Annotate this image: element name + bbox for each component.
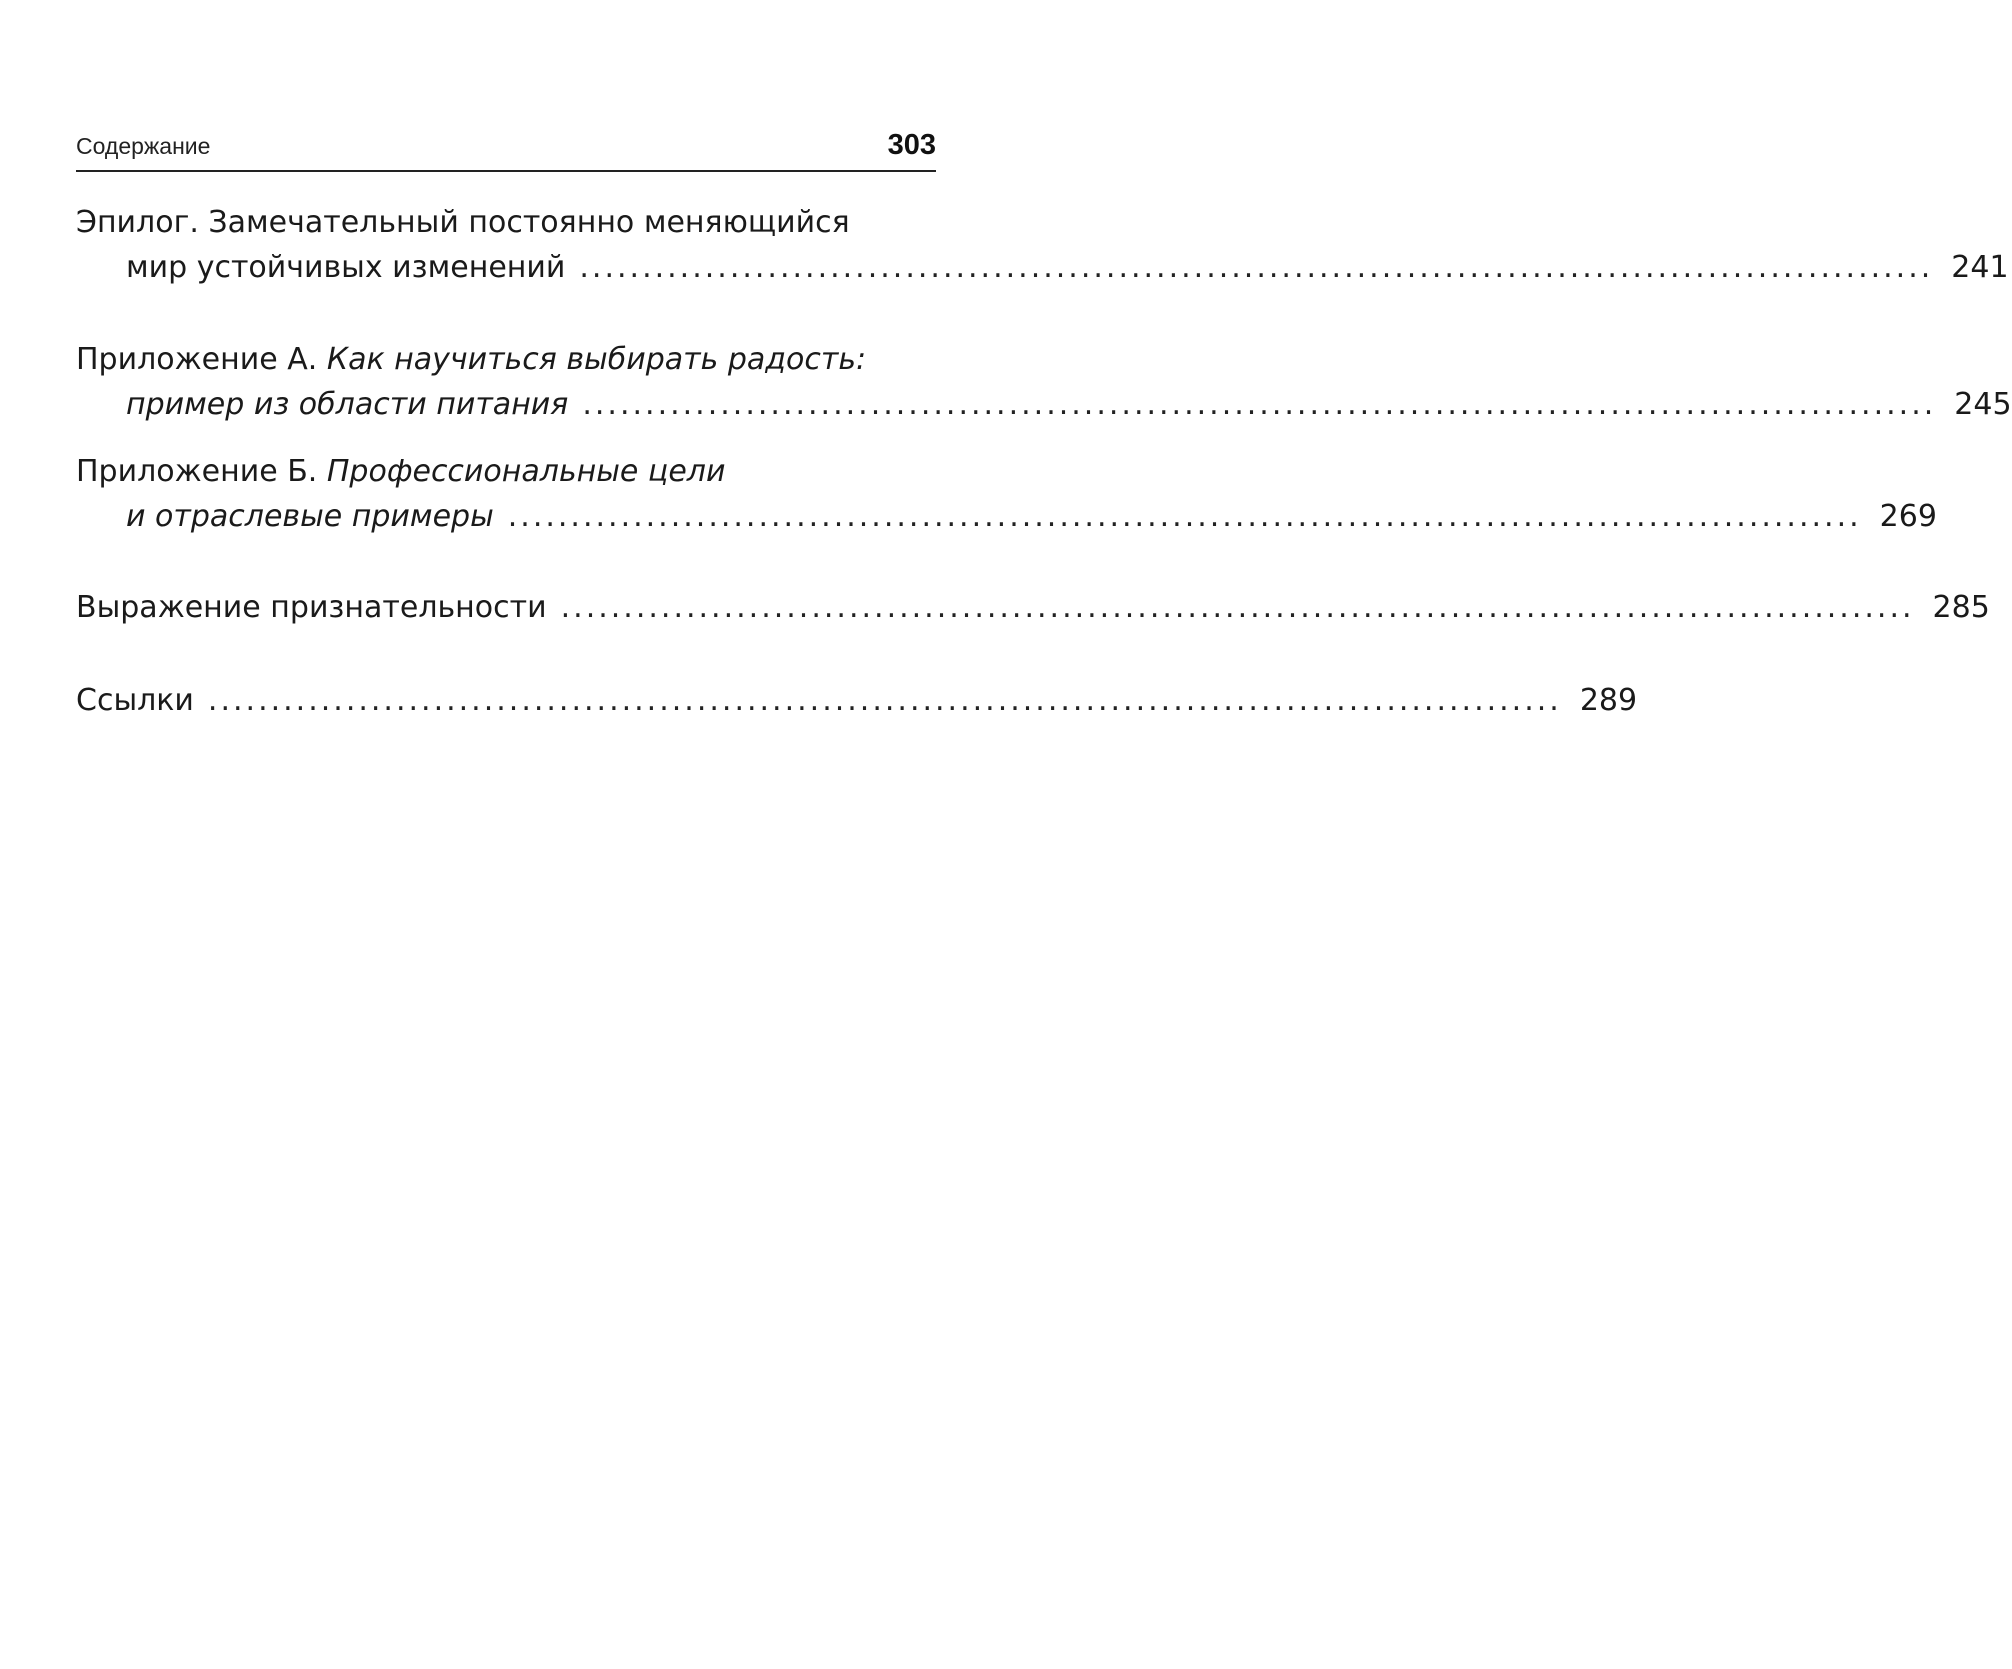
toc-entry-leader-line [76, 494, 1937, 539]
toc-entry-page: 269 [1879, 499, 1937, 534]
toc-entry-subtitle: пример из области питания [126, 387, 569, 422]
toc-entry-subtitle: и отраслевые примеры [126, 499, 494, 534]
toc-entry-label: Приложение Б. [76, 454, 327, 489]
dot-leader: ............................................................................................................ [560, 590, 1915, 625]
toc-entry-leader-line [76, 245, 2009, 290]
toc-entry-acknowledgements [76, 585, 1990, 630]
toc-entry-leader-line [76, 585, 1990, 630]
toc-entry-appendix-a [76, 337, 2012, 427]
running-title: Содержание [76, 133, 211, 159]
toc-entry-page: 289 [1579, 683, 1638, 718]
toc-entry-page: 285 [1932, 590, 1990, 625]
running-header [76, 126, 936, 172]
dot-leader: ............................................................................................................ [579, 250, 1934, 285]
toc-entry-epilogue [76, 200, 2009, 290]
toc-entry-references [76, 678, 1638, 723]
dot-leader: ............................................................................................................ [207, 683, 1562, 718]
toc-entry-title: Эпилог. Замечательный постоянно меняющийся [76, 205, 850, 240]
toc-entry-leader-line [76, 382, 2012, 427]
toc-entry-label: Приложение А. [76, 342, 327, 377]
toc-entry-title: Ссылки [76, 683, 194, 718]
toc-entry-subtitle: мир устойчивых изменений [126, 250, 566, 285]
toc-entry-title-line [76, 200, 936, 245]
toc-entry-title: Выражение признательности [76, 590, 547, 625]
toc-entry-title-line [76, 449, 936, 494]
toc-entry-page: 241 [1951, 250, 2009, 285]
dot-leader: ............................................................................................................ [582, 387, 1937, 422]
toc-entry-appendix-b [76, 449, 1937, 539]
page-number: 303 [887, 129, 936, 161]
dot-leader: ............................................................................................................ [507, 499, 1862, 534]
toc-entry-title: Профессиональные цели [326, 454, 726, 489]
toc-entry-title-line [76, 337, 936, 382]
toc-entry-title: Как научиться выбирать радость: [326, 342, 867, 377]
toc-entry-page: 245 [1954, 387, 2012, 422]
toc-entry-leader-line [76, 678, 1638, 723]
